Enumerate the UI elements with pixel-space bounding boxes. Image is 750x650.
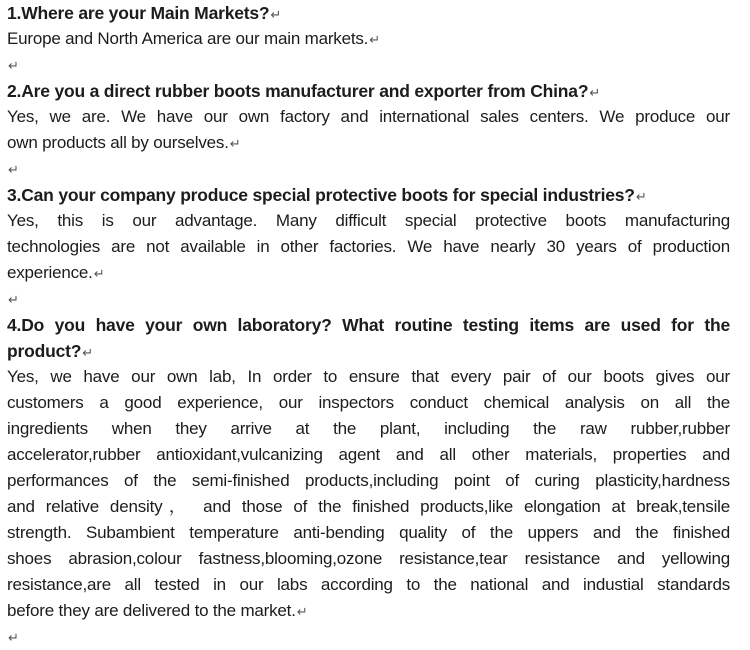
paragraph-mark: ↵	[8, 631, 19, 646]
answer-line	[7, 572, 730, 598]
text-run: and relative density， and those of the finished products,like elongation at break,tensile	[7, 497, 730, 516]
text-run: Yes, we have our own lab, In order to ensure that every pair of our boots gives our	[7, 367, 730, 386]
paragraph-mark: ↵	[229, 137, 241, 152]
paragraph-mark: ↵	[8, 163, 19, 178]
answer-line	[7, 364, 730, 390]
paragraph-mark: ↵	[635, 190, 647, 205]
text-run: 3.Can your company produce special protective boots for special industries?	[7, 185, 635, 205]
text-run: resistance,are all tested in our labs according to the national and industial standards	[7, 575, 730, 594]
paragraph-mark: ↵	[270, 8, 282, 23]
text-run: Yes, we are. We have our own factory and international sales centers. We produce our	[7, 107, 730, 126]
answer-line	[7, 234, 730, 260]
text-run: 1.Where are your Main Markets?	[7, 3, 270, 23]
answer-line	[7, 390, 730, 416]
answer-paragraph	[7, 104, 730, 156]
qa-block-1	[7, 0, 730, 78]
answer-paragraph	[7, 364, 730, 624]
text-run: product?	[7, 341, 82, 361]
qa-block-3	[7, 182, 730, 312]
text-run: ingredients when they arrive at the plant, including the raw rubber,rubber	[7, 419, 730, 438]
answer-line	[7, 104, 730, 130]
text-run: performances of the semi-finished products,including point of curing plasticity,hardness	[7, 471, 730, 490]
question-heading	[7, 312, 730, 364]
text-run: Yes, this is our advantage. Many difficult special protective boots manufacturing	[7, 211, 730, 230]
answer-line	[7, 442, 730, 468]
text-run: Europe and North America are our main markets.	[7, 29, 369, 48]
text-run: shoes abrasion,colour fastness,blooming,ozone resistance,tear resistance and yellowing	[7, 549, 730, 568]
paragraph-mark: ↵	[589, 86, 601, 101]
empty-line	[7, 286, 730, 312]
empty-line-trailing	[7, 624, 730, 650]
answer-line	[7, 546, 730, 572]
text-run: own products all by ourselves.	[7, 133, 229, 152]
question-heading	[7, 182, 730, 208]
text-run: 4.Do you have your own laboratory? What routine testing items are used for the	[7, 315, 730, 335]
answer-paragraph	[7, 26, 730, 52]
text-run: customers a good experience, our inspectors conduct chemical analysis on all the	[7, 393, 730, 412]
answer-line	[7, 130, 730, 156]
qa-block-4	[7, 312, 730, 650]
empty-line	[7, 52, 730, 78]
answer-line	[7, 26, 730, 52]
answer-line	[7, 416, 730, 442]
text-run: experience.	[7, 263, 93, 282]
text-run: 2.Are you a direct rubber boots manufacturer and exporter from China?	[7, 81, 589, 101]
answer-line	[7, 468, 730, 494]
question-heading	[7, 0, 730, 26]
text-run: accelerator,rubber antioxidant,vulcanizing agent and all other materials, properties and	[7, 445, 730, 464]
paragraph-mark: ↵	[8, 59, 19, 74]
answer-paragraph	[7, 208, 730, 286]
question-line	[7, 78, 730, 104]
question-line	[7, 338, 730, 364]
empty-line	[7, 156, 730, 182]
question-line	[7, 182, 730, 208]
answer-line	[7, 260, 730, 286]
question-line	[7, 312, 730, 338]
text-run: strength. Subambient temperature anti-bending quality of the uppers and the finished	[7, 523, 730, 542]
text-run: technologies are not available in other factories. We have nearly 30 years of production	[7, 237, 730, 256]
answer-line	[7, 494, 730, 520]
answer-line	[7, 598, 730, 624]
qa-block-2	[7, 78, 730, 182]
question-heading	[7, 78, 730, 104]
question-line	[7, 0, 730, 26]
text-run: before they are delivered to the market.	[7, 601, 296, 620]
paragraph-mark: ↵	[82, 346, 94, 361]
paragraph-mark: ↵	[369, 33, 381, 48]
paragraph-mark: ↵	[296, 605, 308, 620]
answer-line	[7, 208, 730, 234]
paragraph-mark: ↵	[8, 293, 19, 308]
paragraph-mark: ↵	[93, 267, 105, 282]
answer-line	[7, 520, 730, 546]
